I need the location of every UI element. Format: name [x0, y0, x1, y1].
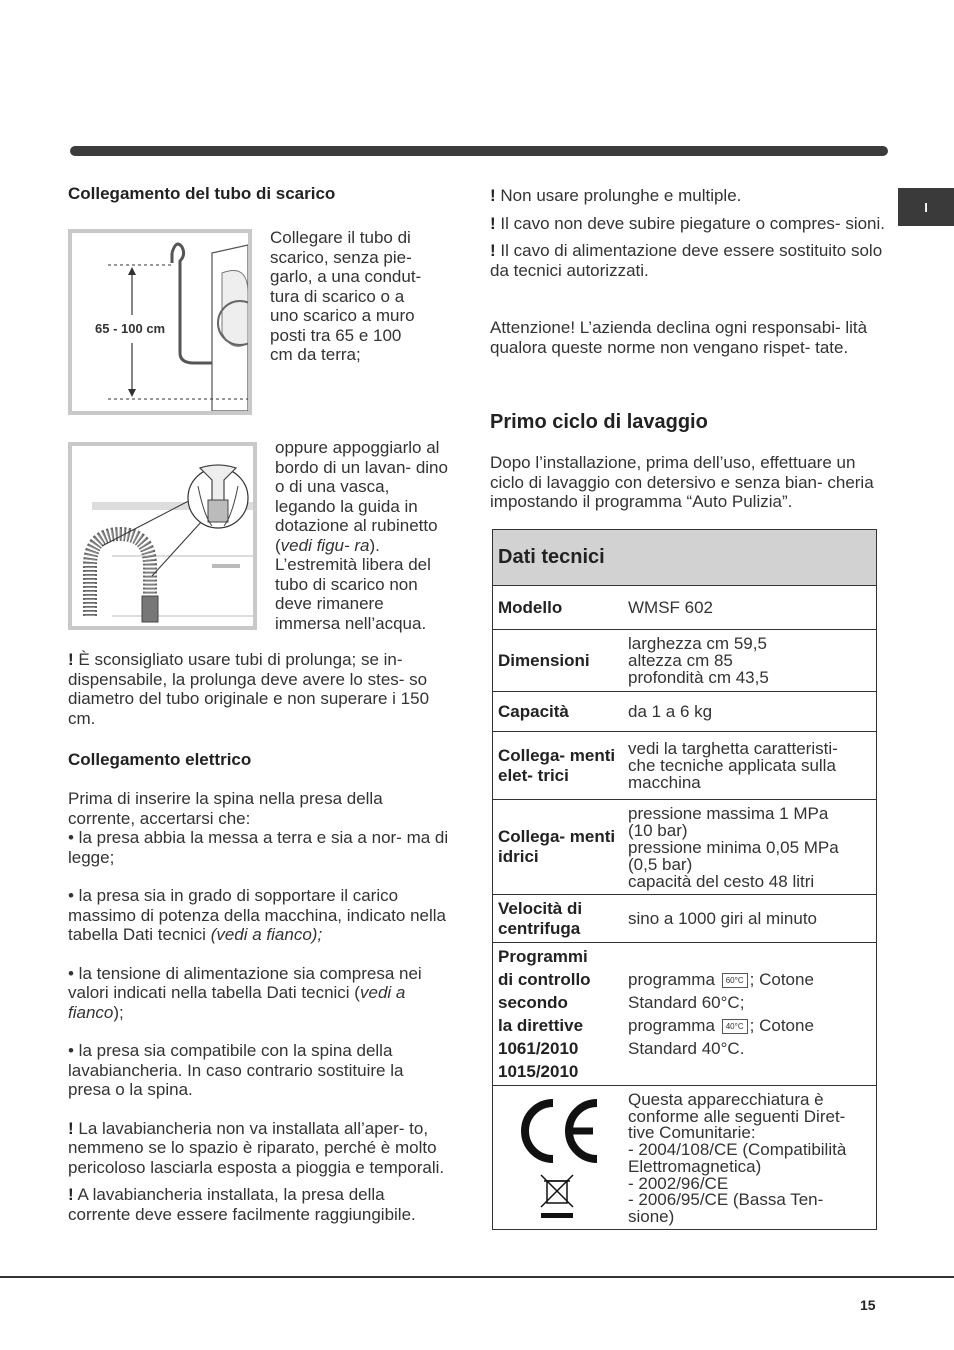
text-line: garlo, a una condut- [270, 267, 422, 286]
value-line: che tecniche applicata sulla [628, 756, 836, 775]
row-label [492, 943, 622, 1086]
program-line [628, 968, 871, 991]
row-value [622, 895, 877, 943]
program-line: Standard 40°C. [628, 1039, 745, 1058]
warning-mark: ! [490, 213, 496, 233]
warning-mark: ! [490, 241, 496, 260]
label-line: 1015/2010 [498, 1062, 579, 1081]
text-segment: ; Cotone [749, 1016, 814, 1035]
value-line: Questa apparecchiatura è [628, 1090, 824, 1109]
value-line: tive Comunitarie: [628, 1123, 756, 1143]
warning-text: Il cavo di alimentazione deve essere sostituito solo da tecnici autorizzati. [490, 241, 883, 280]
value-line: conforme alle seguenti Diret- [628, 1106, 846, 1126]
value-line: - 2004/108/CE (Compatibilità [628, 1140, 847, 1160]
table-row [492, 692, 877, 732]
drain-hose-heading: Collegamento del tubo di scarico [68, 184, 336, 203]
warning-text: Non usare prolunghe e multiple. [500, 186, 742, 205]
drain-wall-text [270, 228, 450, 365]
drain-sink-illustration [72, 446, 253, 626]
language-tab-label: I [924, 199, 928, 215]
electrical-heading: Collegamento elettrico [68, 750, 252, 769]
label-line: 1061/2010 [498, 1039, 579, 1058]
warning-text: La lavabiancheria non va installata all’aper- to, nemmeno se lo spazio è riparato, perché è molto pericoloso lasciarla esposta a pioggia e temporali. [68, 1118, 445, 1177]
page-number: 15 [860, 1297, 876, 1313]
row-label: Collega- menti elet- trici [492, 732, 622, 800]
bullet-item: • la presa sia compatibile con la spina della lavabiancheria. In caso contrario sostituire la presa o la spina. [68, 1041, 404, 1099]
row-label: Dimensioni [492, 630, 622, 692]
text-line: Collegare il tubo di [270, 228, 411, 247]
value-line: larghezza cm 59,5 [628, 634, 767, 653]
text-segment: • la tensione di alimentazione sia compresa nei valori indicati nella tabella Dati tecnici ( [68, 963, 422, 1002]
figure-reference: vedi figu- ra [280, 535, 370, 555]
table-row [492, 732, 877, 800]
text-segment: ; Cotone [749, 970, 814, 989]
footer-rule [0, 1276, 954, 1278]
value-line: - 2006/95/CE (Bassa Ten- [628, 1190, 824, 1210]
label-line: secondo [498, 993, 568, 1012]
table-row-compliance [492, 1086, 877, 1231]
value-line: pressione minima 0,05 MPa [628, 837, 839, 857]
table-header-row [492, 530, 877, 586]
warning-mark: ! [68, 1185, 74, 1204]
accessible-socket-warning [68, 1185, 450, 1224]
table-row [492, 586, 877, 630]
value-line: pressione massima 1 MPa [628, 803, 829, 823]
label-line: Programmi [498, 947, 588, 966]
warning-text: A lavabiancheria installata, la presa della corrente deve essere facilmente raggiungibile. [68, 1185, 416, 1224]
bullet-item [68, 964, 450, 1023]
program-60-icon: 60°C [722, 973, 748, 988]
value-line: capacità del cesto 48 litri [628, 871, 815, 891]
value-line: macchina [628, 773, 701, 792]
label-line: di controllo [498, 970, 591, 989]
first-cycle-heading: Primo ciclo di lavaggio [490, 411, 708, 433]
program-line [628, 1014, 871, 1037]
warning-mark: ! [68, 650, 74, 669]
row-value [622, 732, 877, 800]
header-rule [70, 146, 888, 156]
outdoor-warning [68, 1119, 450, 1178]
value-line: sione) [628, 1206, 675, 1226]
technical-data-table [492, 529, 877, 1231]
bullet-item: • la presa abbia la messa a terra e sia a nor- ma di legge; [68, 828, 449, 867]
weee-bin-icon [541, 1175, 573, 1218]
row-value [622, 692, 877, 732]
warning-item [490, 214, 885, 234]
row-label: Capacità [492, 692, 622, 732]
value-line: Elettromagnetica) [628, 1156, 762, 1176]
text-line: tura di scarico o a [270, 286, 405, 306]
value-line: (10 bar) [628, 820, 688, 840]
language-tab [898, 188, 954, 226]
row-label: Collega- menti idrici [492, 800, 622, 895]
text-line: posti tra 65 e 100 [270, 325, 402, 345]
text-segment: ). L’estremità libera del tubo di scarico non deve rimanere immersa nell’acqua. [275, 535, 431, 633]
program-40-icon: 40°C [722, 1019, 748, 1034]
value-line: WMSF 602 [628, 598, 714, 617]
cable-warnings [490, 186, 885, 376]
drain-height-figure [68, 229, 252, 415]
ce-mark-icon [509, 1091, 605, 1221]
warning-item [490, 186, 885, 206]
text-line: scarico, senza pie- [270, 247, 412, 267]
compliance-text [622, 1086, 877, 1231]
text-segment: oppure appoggiarlo al bordo di un lavan- dino o di una vasca, legando la guida in dotazione al rubinetto ( [275, 438, 448, 555]
intro-paragraph: Prima di inserire la spina nella presa della corrente, accertarsi che: [68, 789, 383, 828]
drain-sink-text [275, 438, 450, 633]
row-value [622, 630, 877, 692]
text-segment: vedi a fianco [68, 983, 406, 1022]
value-line: (0,5 bar) [628, 854, 693, 874]
liability-notice: Attenzione! L’azienda declina ogni responsabi- lità qualora queste norme non vengano rispet- tate. [490, 318, 868, 357]
row-value [622, 800, 877, 895]
row-label: Velocità di centrifuga [492, 895, 622, 943]
row-value [622, 943, 877, 1086]
value-line: - 2002/96/CE [628, 1173, 729, 1193]
compliance-marks [492, 1086, 622, 1231]
height-range-label: 65 - 100 cm [95, 321, 166, 336]
program-line: Standard 60°C; [628, 993, 745, 1012]
warning-item [490, 241, 885, 280]
first-cycle-text: Dopo l’installazione, prima dell’uso, effettuare un ciclo di lavaggio con detersivo e senza bian- cheria impostando il programma “Auto Pulizia”. [490, 453, 874, 511]
value-line: profondità cm 43,5 [628, 668, 769, 687]
table-title: Dati tecnici [492, 530, 877, 586]
text-segment: programma [628, 970, 715, 989]
table-row [492, 800, 877, 895]
text-line: uno scarico a muro [270, 306, 415, 325]
text-segment: • la presa sia in grado di sopportare il carico massimo di potenza della macchina, indicato nella tabella Dati tecnici [68, 886, 446, 944]
value-line: da 1 a 6 kg [628, 702, 713, 721]
extension-warning [68, 650, 450, 728]
bullet-item [68, 886, 450, 945]
table-row-programs [492, 943, 877, 1086]
warning-text: È sconsigliato usare tubi di prolunga; se in- dispensabile, la prolunga deve avere lo stes- so diametro del tubo originale e non superare i 150 cm. [68, 650, 430, 728]
text-segment: (vedi a fianco); [210, 925, 323, 944]
value-line: sino a 1000 giri al minuto [628, 909, 818, 928]
row-label: Modello [492, 586, 622, 630]
row-value [622, 586, 877, 630]
value-line: altezza cm 85 [628, 651, 733, 670]
text-line: cm da terra; [270, 345, 361, 364]
text-segment: ); [113, 1002, 124, 1022]
electrical-text [68, 789, 450, 1243]
label-line: la direttive [498, 1016, 584, 1035]
table-row [492, 895, 877, 943]
table-row [492, 630, 877, 692]
value-line: vedi la targhetta caratteristi- [628, 739, 838, 758]
warning-mark: ! [490, 186, 496, 205]
warning-mark: ! [68, 1118, 74, 1138]
text-segment: programma [628, 1016, 715, 1035]
warning-text: Il cavo non deve subire piegature o compres- sioni. [500, 213, 886, 233]
drain-sink-figure [68, 442, 257, 630]
